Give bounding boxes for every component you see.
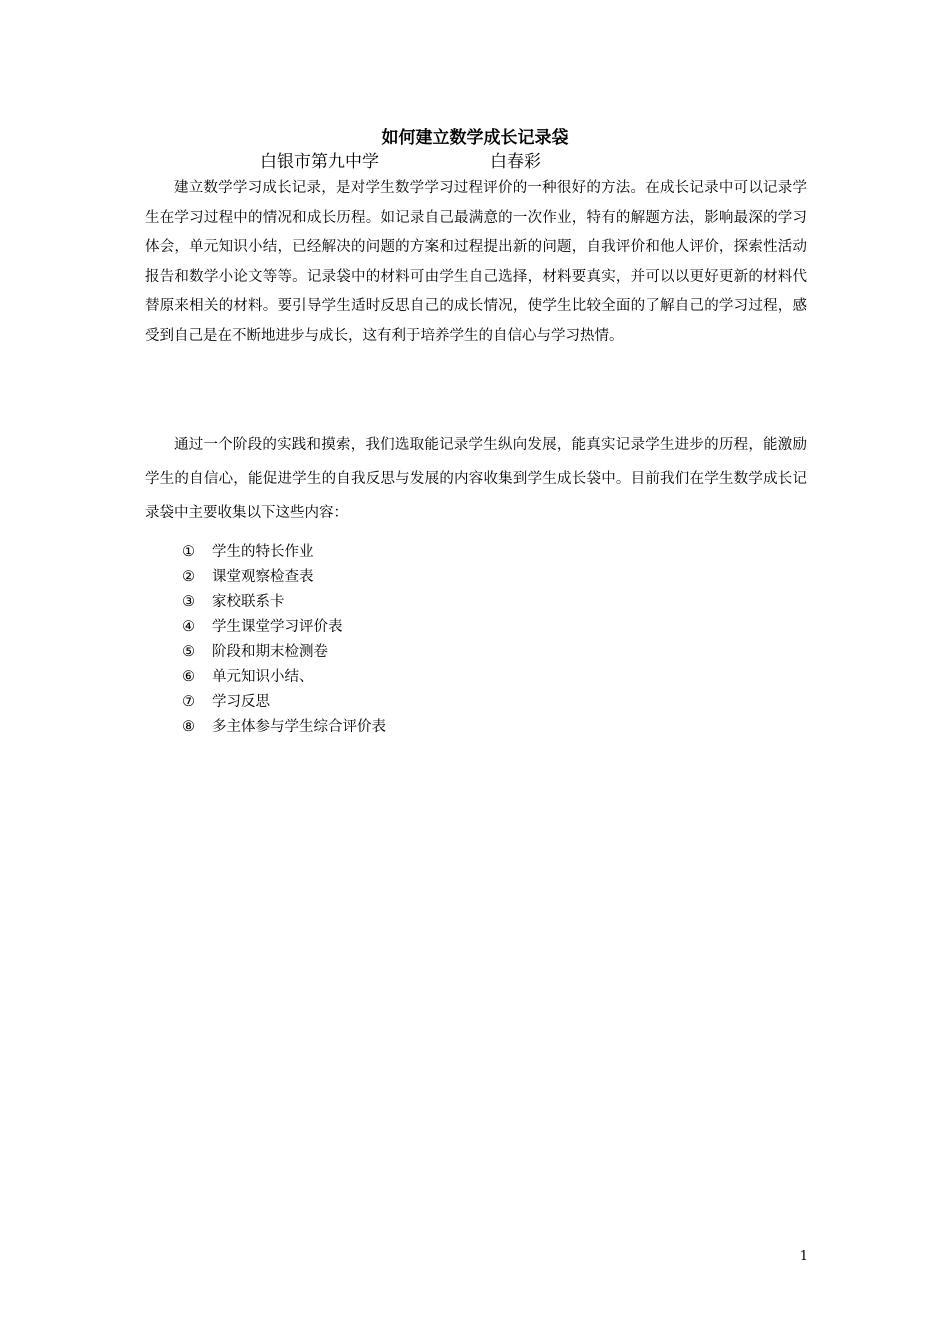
list-item-text: 学生的特长作业 <box>212 544 314 560</box>
list-item-text: 家校联系卡 <box>212 594 285 610</box>
list-item-text: 阶段和期末检测卷 <box>212 644 328 660</box>
list-item-number: ③ <box>182 594 195 610</box>
list-item-number: ⑥ <box>182 669 195 685</box>
list-item-text: 多主体参与学生综合评价表 <box>212 719 386 735</box>
list-item-number: ④ <box>182 619 195 635</box>
list-item-text: 课堂观察检查表 <box>212 569 314 585</box>
list-item <box>182 640 386 665</box>
list-item-number: ⑤ <box>182 644 195 660</box>
list-item <box>182 615 386 640</box>
list-item <box>182 690 386 715</box>
list-item <box>182 665 386 690</box>
paragraph-intro: 建立数学学习成长记录，是对学生数学学习过程评价的一种很好的方法。在成长记录中可以记录学生在学习过程中的情况和成长历程。如记录自己最满意的一次作业，特有的解题方法，影响最深的学习体会，单元知识小结，已经解决的问题的方案和过程提出新的问题，自我评价和他人评价，探索性活动报告和数学小论文等等。记录袋中的材料可由学生自己选择，材料要真实，并可以以更好更新的材料代替原来相关的材料。要引导学生适时反思自己的成长情况，使学生比较全面的了解自己的学习过程，感受到自己是在不断地进步与成长，这有利于培养学生的自信心与学习热情。 <box>145 180 807 344</box>
contents-list <box>182 540 386 740</box>
list-item <box>182 590 386 615</box>
list-item-text: 学生课堂学习评价表 <box>212 619 343 635</box>
list-item-number: ⑦ <box>182 694 195 710</box>
list-item <box>182 715 386 740</box>
paragraph-practice: 通过一个阶段的实践和摸索，我们选取能记录学生纵向发展，能真实记录学生进步的历程，能激励学生的自信心，能促进学生的自我反思与发展的内容收集到学生成长袋中。目前我们在学生数学成长记录袋中主要收集以下这些内容： <box>145 437 807 521</box>
author-school: 白银市第九中学 <box>260 152 379 172</box>
list-item-number: ① <box>182 544 195 560</box>
document-title: 如何建立数学成长记录袋 <box>381 128 569 148</box>
list-item-number: ⑧ <box>182 719 195 735</box>
list-item <box>182 565 386 590</box>
list-item-text: 学习反思 <box>212 694 270 710</box>
list-item-text: 单元知识小结、 <box>212 669 314 685</box>
page-number: 1 <box>799 1249 808 1264</box>
list-item-number: ② <box>182 569 195 585</box>
list-item <box>182 540 386 565</box>
author-name: 白春彩 <box>490 152 541 172</box>
